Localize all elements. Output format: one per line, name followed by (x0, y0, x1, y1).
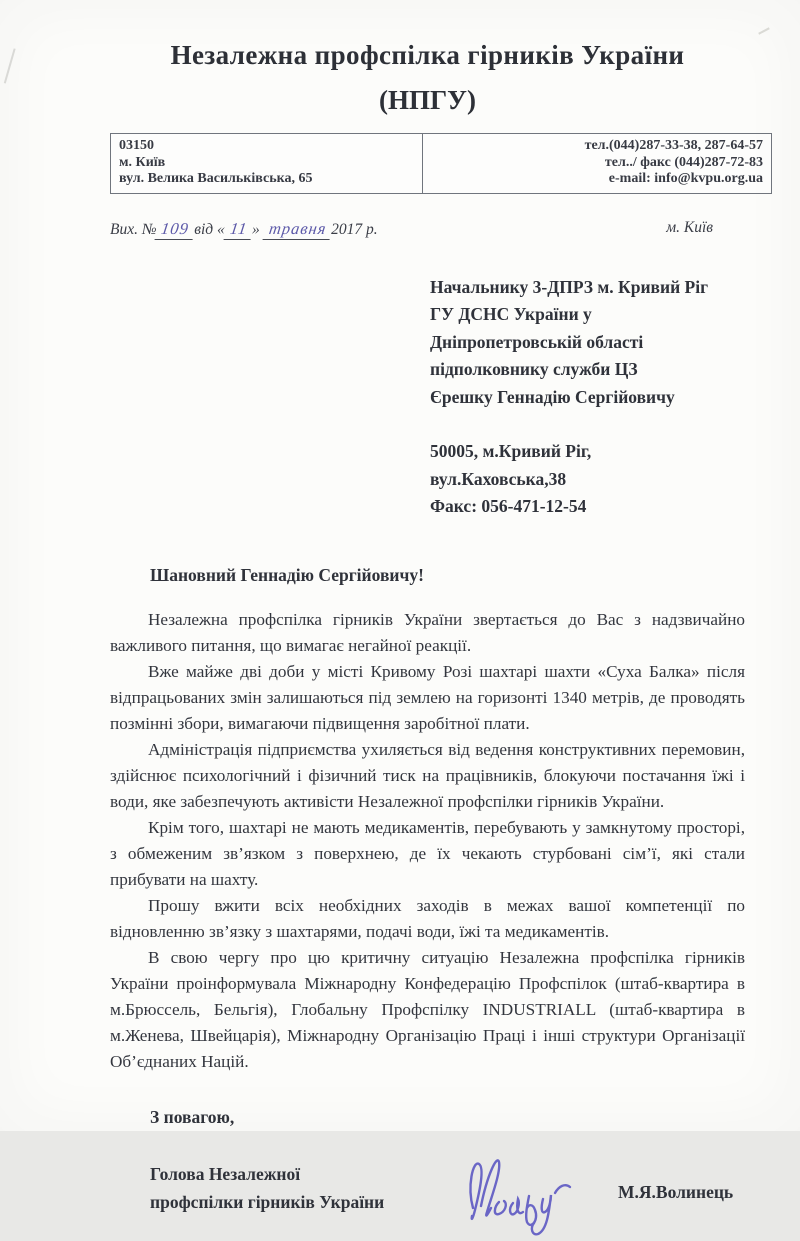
scan-artifact-top-right (758, 27, 770, 34)
recipient-address-line: 50005, м.Кривий Ріг, (430, 441, 592, 461)
closing-regards: З повагою, (150, 1106, 235, 1127)
org-title: Незалежна профспілка гірників України (170, 40, 685, 70)
body-paragraph: Вже майже дві доби у місті Кривому Розі шахтарі шахти «Суха Балка» після відпрацьованих змін залишаються під землею на горизонті 1340 метрів, де проводять позмінні збори, вимагаючи підвищення заробітної плати. (110, 661, 745, 733)
ref-suffix: 2017 р. (331, 220, 378, 238)
phone-fax: тел../ факс (044)287-72-83 (604, 154, 763, 170)
letterhead-address-cell (111, 134, 423, 193)
recipient-address (430, 438, 745, 521)
org-abbreviation: (НПГУ) (379, 85, 476, 115)
recipient-address-line: вул.Каховська,38 (430, 468, 567, 489)
email: e-mail: info@kvpu.org.ua (608, 171, 763, 186)
recipient-line: Начальнику 3-ДПРЗ м. Кривий Ріг (430, 276, 709, 297)
signature-ink-icon (463, 1146, 578, 1236)
signature-block (150, 1160, 745, 1236)
reference-line (110, 219, 755, 240)
postal-code: 03150 (119, 138, 154, 153)
signer-name: М.Я.Волинець (618, 1181, 734, 1202)
signer-title-line: Голова Незалежної (150, 1163, 301, 1184)
body-paragraph: Адміністрація підприємства ухиляється від ведення конструктивних перемовин, здійснює психологічний і фізичний тиск на працівників, блокуючи постачання їжі і води, яке забезпечують активісти Незалежної профспілки гірників України. (110, 739, 745, 811)
ref-mid2: » (252, 220, 260, 238)
recipient-block (430, 274, 745, 521)
street: вул. Велика Васильківська, 65 (119, 171, 313, 186)
recipient-line: Дніпропетровській області (430, 331, 644, 352)
ref-prefix: Вих. № (110, 220, 157, 238)
scan-artifact-left (0, 44, 16, 83)
letter-body (110, 607, 745, 1075)
outgoing-number-line (110, 219, 378, 240)
ref-number-handwritten: 109 (155, 219, 196, 240)
body-paragraph: Незалежна профспілка гірників України звертається до Вас з надзвичайно важливого питання, що вимагає негайної реакції. (110, 609, 745, 655)
ref-day-handwritten: 11 (223, 219, 253, 240)
signer-title-line: профспілки гірників України (150, 1191, 385, 1212)
salutation: Шановний Геннадію Сергійовичу! (150, 564, 424, 585)
phone-numbers: тел.(044)287-33-38, 287-64-57 (584, 138, 763, 153)
recipient-line: Єрешку Геннадію Сергійовичу (430, 386, 675, 407)
signature-handwriting (463, 1146, 578, 1236)
signer-title (150, 1160, 435, 1216)
recipient-line: підполковнику служби ЦЗ (430, 359, 638, 379)
letterhead-contacts-cell (423, 134, 771, 193)
body-paragraph: Крім того, шахтарі не мають медикаментів, перебувають у замкнутому просторі, з обмеженим зв’язком з поверхнею, де їх чекають стурбовані сім’ї, які стали прибувати на шахту. (110, 817, 745, 889)
letterhead-contact-box (110, 133, 772, 194)
city: м. Київ (119, 154, 166, 170)
recipient-line: ГУ ДСНС України у (430, 304, 592, 324)
ref-month-handwritten: травня (262, 219, 332, 240)
body-paragraph: Прошу вжити всіх необхідних заходів в межах вашої компетенції по відновленню зв’язку з шахтарями, подачі води, їжі та медикаментів. (110, 895, 745, 941)
place-label: м. Київ (666, 218, 713, 236)
body-paragraph: В свою чергу про цю критичну ситуацію Незалежна профспілка гірників України проінформувала Міжнародну Конфедерацію Профспілок (штаб-квартира в м.Брюссель, Бельгія), Глобальну Профспілку INDUSTRIALL (штаб-квартира в м.Женева, Швейцарія), Міжнародну Організацію Праці і інші структури Організації Об’єднаних Націй. (110, 947, 745, 1071)
ref-mid1: від « (194, 220, 225, 238)
recipient-address-line: Факс: 056-471-12-54 (430, 496, 587, 516)
